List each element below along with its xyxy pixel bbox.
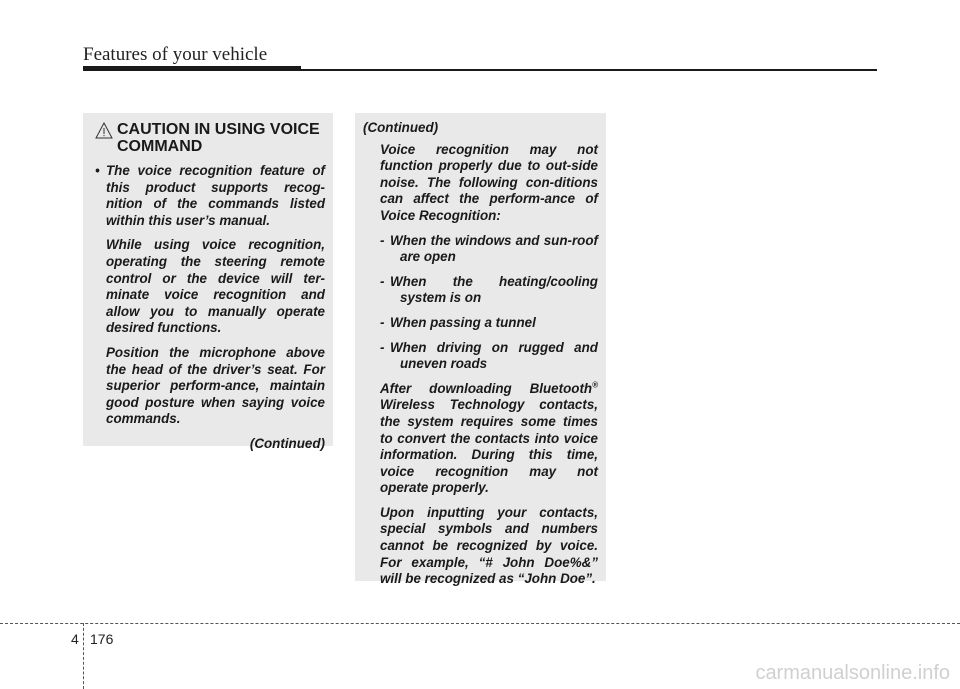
caution-text-1: The voice recognition feature of this product supports recog-nition of the commands listed within this user’s manual. bbox=[106, 163, 325, 228]
dash-mark: - bbox=[380, 339, 385, 355]
dash-mark: - bbox=[380, 232, 385, 248]
caution-box bbox=[83, 113, 333, 451]
footer-rule bbox=[0, 623, 960, 624]
caution-paragraph-1 bbox=[95, 163, 325, 229]
bluetooth-text: After downloading Bluetooth bbox=[380, 380, 593, 396]
header-rule-thick bbox=[83, 66, 301, 71]
dash-mark: - bbox=[380, 314, 385, 330]
continued-heading: (Continued) bbox=[363, 120, 439, 135]
watermark: carmanualsonline.info bbox=[755, 662, 950, 684]
condition-text: When driving on rugged and uneven roads bbox=[390, 339, 598, 372]
continued-paragraph-3: Upon inputting your contacts, special symbols and numbers cannot be recognized by voice. For example, “# John Doe%&” will be recognized as “John Doe”. bbox=[380, 504, 598, 587]
bluetooth-text-rest: Wireless Technology contacts, the system requires some times to convert the contacts into voice information. During this time, voice recognition may not operate properly. bbox=[380, 397, 598, 496]
caution-paragraph-3: Position the microphone above the head of the driver’s seat. For superior perform-ance, maintain good posture when saying voice commands. bbox=[106, 344, 325, 427]
continued-paragraph-1: Voice recognition may not function properly due to out-side noise. The following con-ditions can affect the perform-ance of Voice Recognition: bbox=[380, 141, 598, 223]
registered-mark: ® bbox=[592, 380, 598, 390]
condition-item bbox=[363, 274, 598, 307]
condition-item bbox=[363, 340, 598, 373]
caution-paragraph-2: While using voice recognition, operating the steering remote control or the device will ter-minate voice recognition and allow you to manually operate desired functions. bbox=[106, 237, 325, 336]
caution-continued-box bbox=[355, 113, 606, 587]
condition-text: When the heating/cooling system is on bbox=[390, 273, 598, 306]
condition-text: When passing a tunnel bbox=[390, 314, 536, 330]
condition-item bbox=[363, 233, 598, 266]
dash-mark: - bbox=[380, 273, 385, 289]
caution-title: CAUTION IN USING VOICE COMMAND bbox=[117, 121, 320, 155]
header-rule-thin bbox=[301, 69, 877, 71]
continued-label: (Continued) bbox=[249, 435, 325, 451]
condition-item bbox=[363, 315, 598, 332]
warning-triangle-icon bbox=[95, 122, 113, 139]
bullet-mark: • bbox=[95, 163, 100, 178]
continued-paragraph-2 bbox=[363, 381, 598, 497]
footer-divider bbox=[83, 623, 84, 689]
page-number: 176 bbox=[90, 631, 114, 647]
condition-text: When the windows and sun-roof are open bbox=[390, 232, 598, 265]
page-header-title: Features of your vehicle bbox=[83, 44, 268, 65]
caution-heading bbox=[95, 121, 325, 155]
chapter-number: 4 bbox=[71, 631, 79, 647]
